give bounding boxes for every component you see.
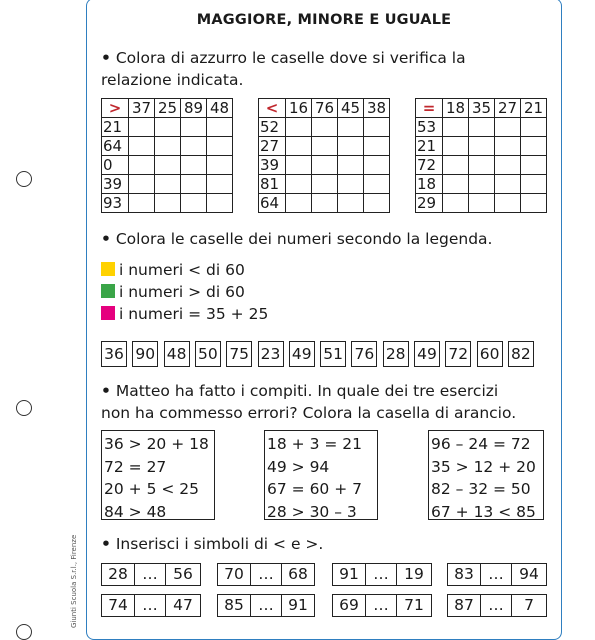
exercise-line: 28 > 30 – 3 bbox=[267, 502, 357, 521]
colorable-cell[interactable] bbox=[443, 175, 469, 194]
colorable-cell[interactable] bbox=[181, 175, 207, 194]
number-box[interactable]: 23 bbox=[258, 341, 284, 367]
row-header-cell: 29 bbox=[416, 194, 443, 213]
exercise-line: 96 – 24 = 72 bbox=[431, 435, 531, 453]
right-number: 47 bbox=[173, 596, 193, 614]
page-title: MAGGIORE, MINORE E UGUALE bbox=[196, 12, 452, 28]
row-header-cell: 52 bbox=[259, 118, 286, 137]
magenta-swatch bbox=[101, 306, 115, 320]
colorable-cell[interactable] bbox=[469, 194, 495, 213]
exercise-line: 72 = 27 bbox=[104, 457, 167, 476]
column-header-cell: 48 bbox=[207, 99, 233, 118]
exercise-line: 36 > 20 + 18 bbox=[104, 435, 209, 453]
colorable-cell[interactable] bbox=[129, 194, 155, 213]
colorable-cell[interactable] bbox=[181, 194, 207, 213]
symbol-blank[interactable]: … bbox=[250, 595, 282, 616]
operator-cell: = bbox=[416, 99, 443, 118]
symbol-blank[interactable]: … bbox=[250, 564, 282, 585]
green-swatch bbox=[101, 284, 115, 298]
column-header-cell: 16 bbox=[286, 99, 312, 118]
number-box[interactable]: 51 bbox=[320, 341, 346, 367]
colorable-cell[interactable] bbox=[521, 175, 547, 194]
operator-cell: > bbox=[102, 99, 129, 118]
colorable-cell[interactable] bbox=[469, 118, 495, 137]
colorable-cell[interactable] bbox=[495, 175, 521, 194]
colorable-cell[interactable] bbox=[312, 156, 338, 175]
colorable-cell[interactable] bbox=[495, 118, 521, 137]
number-box[interactable]: 75 bbox=[226, 341, 252, 367]
relation-table-less bbox=[258, 98, 390, 213]
instruction-4: • Inserisci i simboli di < e >. bbox=[101, 535, 324, 553]
legend-item-yellow: i numeri < di 60 bbox=[101, 259, 245, 281]
number-box[interactable]: 48 bbox=[164, 341, 190, 367]
colorable-cell[interactable] bbox=[338, 137, 364, 156]
row-header-cell: 93 bbox=[102, 194, 129, 213]
binder-hole bbox=[16, 624, 32, 640]
colorable-cell[interactable] bbox=[286, 118, 312, 137]
comparison-box bbox=[101, 563, 201, 586]
colorable-cell[interactable] bbox=[469, 175, 495, 194]
number-box[interactable]: 36 bbox=[101, 341, 127, 367]
comparison-box bbox=[101, 594, 201, 617]
exercise-box-3[interactable] bbox=[428, 430, 544, 520]
colorable-cell[interactable] bbox=[443, 194, 469, 213]
left-number: 74 bbox=[108, 596, 128, 614]
operator-cell: < bbox=[259, 99, 286, 118]
colorable-cell[interactable] bbox=[155, 118, 181, 137]
column-header-cell: 25 bbox=[155, 99, 181, 118]
left-number: 69 bbox=[339, 596, 359, 614]
colorable-cell[interactable] bbox=[364, 137, 390, 156]
colorable-cell[interactable] bbox=[338, 175, 364, 194]
colorable-cell[interactable] bbox=[364, 175, 390, 194]
colorable-cell[interactable] bbox=[495, 137, 521, 156]
instruction-1: • Colora di azzurro le caselle dove si verifica la bbox=[101, 49, 466, 67]
colorable-cell[interactable] bbox=[286, 137, 312, 156]
number-box[interactable]: 50 bbox=[195, 341, 221, 367]
right-number: 68 bbox=[288, 565, 308, 583]
row-header-cell: 64 bbox=[259, 194, 286, 213]
symbol-blank[interactable]: … bbox=[365, 595, 397, 616]
colorable-cell[interactable] bbox=[521, 194, 547, 213]
number-box[interactable]: 49 bbox=[289, 341, 315, 367]
row-header-cell: 0 bbox=[102, 156, 129, 175]
instruction-2: • Colora le caselle dei numeri secondo la legenda. bbox=[101, 230, 493, 248]
column-header-cell: 21 bbox=[521, 99, 547, 118]
colorable-cell[interactable] bbox=[286, 156, 312, 175]
exercise-line: 67 + 13 < 85 bbox=[431, 502, 536, 521]
row-header-cell: 64 bbox=[102, 137, 129, 156]
colorable-cell[interactable] bbox=[207, 118, 233, 137]
colorable-cell[interactable] bbox=[521, 156, 547, 175]
comparison-box bbox=[447, 563, 547, 586]
exercise-box-2[interactable] bbox=[264, 430, 378, 520]
colorable-cell[interactable] bbox=[129, 156, 155, 175]
colorable-cell[interactable] bbox=[207, 156, 233, 175]
colorable-cell[interactable] bbox=[312, 137, 338, 156]
colorable-cell[interactable] bbox=[181, 118, 207, 137]
row-header-cell: 39 bbox=[259, 156, 286, 175]
row-header-cell: 39 bbox=[102, 175, 129, 194]
colorable-cell[interactable] bbox=[443, 156, 469, 175]
right-number: 7 bbox=[524, 596, 534, 614]
column-header-cell: 38 bbox=[364, 99, 390, 118]
colorable-cell[interactable] bbox=[469, 156, 495, 175]
colorable-cell[interactable] bbox=[155, 194, 181, 213]
colorable-cell[interactable] bbox=[312, 118, 338, 137]
colorable-cell[interactable] bbox=[338, 194, 364, 213]
column-header-cell: 76 bbox=[312, 99, 338, 118]
binder-hole bbox=[16, 400, 32, 416]
legend-item-green: i numeri > di 60 bbox=[101, 281, 245, 303]
right-number: 71 bbox=[404, 596, 424, 614]
colorable-cell[interactable] bbox=[443, 137, 469, 156]
row-header-cell: 53 bbox=[416, 118, 443, 137]
exercise-line: 84 > 48 bbox=[104, 502, 167, 521]
instruction-1-cont: relazione indicata. bbox=[101, 71, 244, 89]
comparison-box bbox=[217, 563, 315, 586]
exercise-line: 82 – 32 = 50 bbox=[431, 480, 531, 498]
colorable-cell[interactable] bbox=[364, 156, 390, 175]
colorable-cell[interactable] bbox=[364, 194, 390, 213]
symbol-blank[interactable]: … bbox=[480, 595, 512, 616]
colorable-cell[interactable] bbox=[129, 118, 155, 137]
number-box[interactable]: 60 bbox=[477, 341, 503, 367]
relation-table-greater bbox=[101, 98, 233, 213]
exercise-line: 18 + 3 = 21 bbox=[267, 435, 362, 453]
colorable-cell[interactable] bbox=[129, 175, 155, 194]
right-number: 94 bbox=[519, 565, 539, 583]
row-header-cell: 21 bbox=[102, 118, 129, 137]
row-header-cell: 81 bbox=[259, 175, 286, 194]
row-header-cell: 18 bbox=[416, 175, 443, 194]
colorable-cell[interactable] bbox=[521, 118, 547, 137]
row-header-cell: 21 bbox=[416, 137, 443, 156]
symbol-blank[interactable]: … bbox=[480, 564, 512, 585]
instruction-3-cont: non ha commesso errori? Colora la casella di arancio. bbox=[101, 404, 517, 422]
left-number: 91 bbox=[339, 565, 359, 583]
right-number: 91 bbox=[288, 596, 308, 614]
left-number: 83 bbox=[454, 565, 474, 583]
colorable-cell[interactable] bbox=[155, 156, 181, 175]
yellow-swatch bbox=[101, 262, 115, 276]
left-number: 87 bbox=[454, 596, 474, 614]
colorable-cell[interactable] bbox=[155, 175, 181, 194]
symbol-blank[interactable]: … bbox=[134, 595, 166, 616]
colorable-cell[interactable] bbox=[338, 118, 364, 137]
comparison-box bbox=[217, 594, 315, 617]
colorable-cell[interactable] bbox=[495, 194, 521, 213]
left-number: 70 bbox=[224, 565, 244, 583]
right-number: 56 bbox=[173, 565, 193, 583]
colorable-cell[interactable] bbox=[469, 137, 495, 156]
column-header-cell: 18 bbox=[443, 99, 469, 118]
comparison-box bbox=[332, 594, 432, 617]
symbol-blank[interactable]: … bbox=[365, 564, 397, 585]
instruction-3: • Matteo ha fatto i compiti. In quale dei tre esercizi bbox=[101, 382, 499, 400]
right-number: 19 bbox=[404, 565, 424, 583]
colorable-cell[interactable] bbox=[129, 137, 155, 156]
exercise-box-1[interactable] bbox=[101, 430, 215, 520]
column-header-cell: 35 bbox=[469, 99, 495, 118]
left-number: 28 bbox=[108, 565, 128, 583]
colorable-cell[interactable] bbox=[286, 194, 312, 213]
colorable-cell[interactable] bbox=[338, 156, 364, 175]
legend-item-magenta: i numeri = 35 + 25 bbox=[101, 303, 268, 325]
number-box[interactable]: 49 bbox=[414, 341, 440, 367]
colorable-cell[interactable] bbox=[155, 137, 181, 156]
relation-table-equal bbox=[415, 98, 547, 213]
exercise-line: 49 > 94 bbox=[267, 457, 330, 476]
colorable-cell[interactable] bbox=[207, 137, 233, 156]
colorable-cell[interactable] bbox=[181, 156, 207, 175]
colorable-cell[interactable] bbox=[181, 137, 207, 156]
colorable-cell[interactable] bbox=[207, 194, 233, 213]
number-box[interactable]: 28 bbox=[383, 341, 409, 367]
exercise-line: 67 = 60 + 7 bbox=[267, 480, 362, 498]
number-box[interactable]: 90 bbox=[132, 341, 158, 367]
symbol-blank[interactable]: … bbox=[134, 564, 166, 585]
colorable-cell[interactable] bbox=[443, 118, 469, 137]
column-header-cell: 45 bbox=[338, 99, 364, 118]
number-box[interactable]: 72 bbox=[445, 341, 471, 367]
colorable-cell[interactable] bbox=[312, 194, 338, 213]
row-header-cell: 27 bbox=[259, 137, 286, 156]
colorable-cell[interactable] bbox=[286, 175, 312, 194]
colorable-cell[interactable] bbox=[364, 118, 390, 137]
binder-hole bbox=[16, 171, 32, 187]
comparison-box bbox=[332, 563, 432, 586]
exercise-line: 20 + 5 < 25 bbox=[104, 480, 199, 498]
row-header-cell: 72 bbox=[416, 156, 443, 175]
colorable-cell[interactable] bbox=[312, 175, 338, 194]
column-header-cell: 37 bbox=[129, 99, 155, 118]
number-box[interactable]: 82 bbox=[508, 341, 534, 367]
colorable-cell[interactable] bbox=[521, 137, 547, 156]
number-box[interactable]: 76 bbox=[351, 341, 377, 367]
colorable-cell[interactable] bbox=[495, 156, 521, 175]
comparison-box bbox=[447, 594, 547, 617]
left-number: 85 bbox=[224, 596, 244, 614]
exercise-line: 35 > 12 + 20 bbox=[431, 457, 536, 476]
column-header-cell: 27 bbox=[495, 99, 521, 118]
colorable-cell[interactable] bbox=[207, 175, 233, 194]
column-header-cell: 89 bbox=[181, 99, 207, 118]
publisher-credit: Giunti Scuola S.r.l., Firenze bbox=[70, 534, 78, 628]
